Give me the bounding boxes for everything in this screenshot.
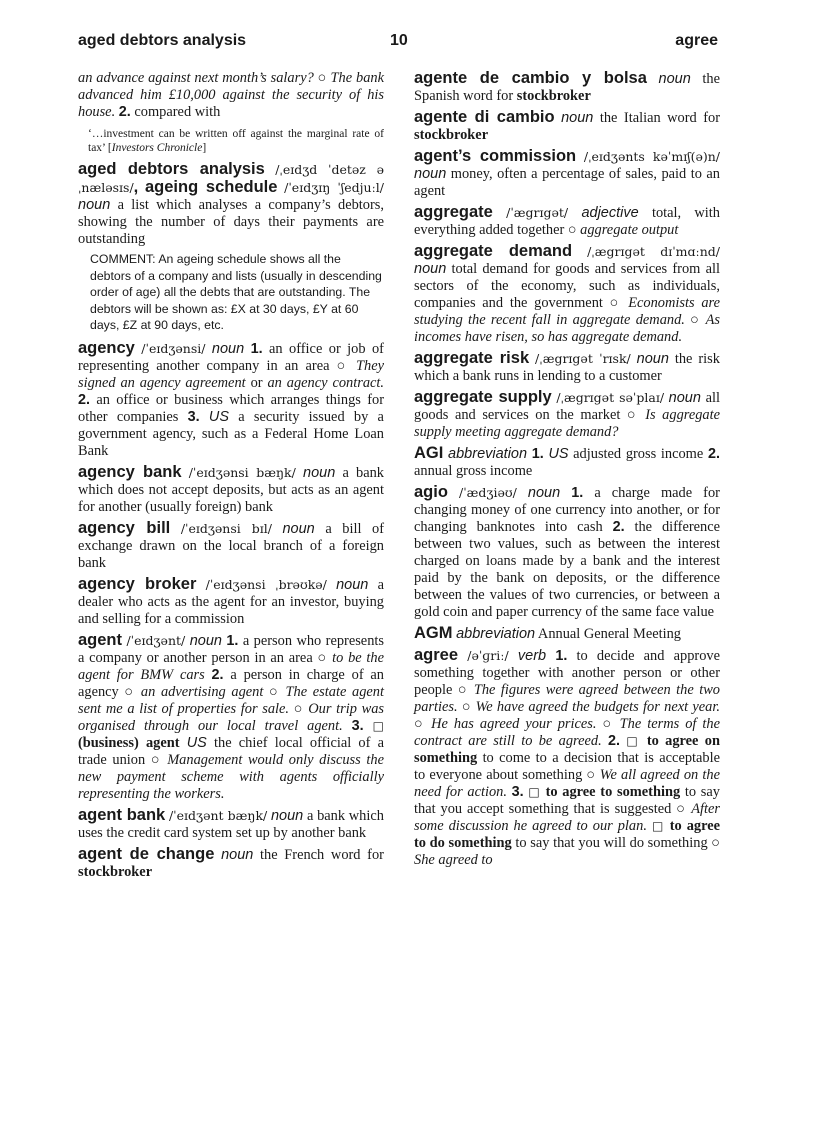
right-column	[414, 70, 720, 873]
headword: agency bill	[78, 518, 171, 537]
definition: a person who represents a company or another person in an area ○	[78, 632, 384, 666]
sense-number: 2.	[608, 733, 621, 749]
example: to be the agent for BMW cars	[78, 649, 384, 683]
sense-number: 2.	[118, 104, 131, 120]
pronunciation: /ˌeɪdʒd ˈdetəz əˌnæləsɪs/	[78, 162, 384, 195]
example: an advance against next month’s salary? ○ The bank advanced him £10,000 against the security of his house.	[78, 70, 384, 120]
page-number: 10	[390, 32, 408, 49]
example: Economists are studying the recent fall in aggregate demand. ○ As incomes have risen, so has aggregate demand.	[414, 295, 720, 345]
conjunction: or	[250, 374, 263, 391]
running-header	[78, 32, 718, 56]
entry-agent-de-change	[78, 846, 384, 881]
sense-number: 2.	[707, 446, 720, 462]
entry-agent	[78, 632, 384, 803]
headword-variant: ageing schedule	[145, 178, 278, 196]
phrase: (business) agent	[78, 734, 180, 751]
part-of-speech: verb	[517, 648, 547, 664]
sense-number: 2.	[211, 666, 224, 683]
part-of-speech: abbreviation	[448, 446, 528, 462]
cross-reference: stockbroker	[516, 88, 591, 104]
definition: the French word for	[260, 846, 384, 863]
pronunciation: /ˈeɪdʒənsi/	[141, 340, 206, 356]
definition: the chief local official of a trade union ○	[78, 734, 384, 768]
pronunciation: /ˈeɪdʒənt bæŋk/	[168, 807, 268, 823]
part-of-speech: noun	[303, 464, 336, 481]
phrase: to agree to something	[545, 784, 681, 800]
sense-number: 1.	[531, 446, 544, 462]
entry-aggregate-supply	[414, 389, 720, 441]
comment-box: COMMENT: An ageing schedule shows all the debtors of a company and lists (usually in descending order of age) all the debts that are outstanding. The debtors will be shown as: £X at 30 days, £Y at 60 days, £Z at 90 days, etc.	[90, 252, 382, 332]
region-label: US	[208, 408, 229, 425]
part-of-speech: noun	[78, 197, 111, 213]
part-of-speech: noun	[561, 110, 594, 126]
definition: a person in charge of an agency ○	[78, 666, 384, 700]
part-of-speech: noun	[270, 807, 304, 824]
cross-reference: stockbroker	[414, 127, 489, 143]
part-of-speech: noun	[282, 520, 315, 537]
definition: annual gross income	[414, 463, 533, 479]
separator: ,	[133, 178, 139, 196]
region-label: US	[186, 734, 207, 751]
headword: aggregate	[414, 203, 493, 221]
headword: AGI	[414, 444, 444, 462]
headword: agent’s commission	[414, 147, 577, 165]
pronunciation: /ˌægrɪgət dɪˈmɑːnd/	[587, 244, 720, 259]
headword: agency bank	[78, 462, 182, 481]
definition: total, with everything added together ○	[414, 205, 720, 238]
entry-agent-bank	[78, 807, 384, 842]
definition: to decide and approve something together with another person or other people ○	[414, 648, 720, 698]
pronunciation: /ˌeɪdʒənts kəˈmɪʃ(ə)n/	[583, 149, 720, 164]
entry-agency	[78, 340, 384, 460]
example: They signed an agency agreement	[78, 357, 384, 391]
definition: a bill of exchange drawn on the local branch of a foreign bank	[78, 520, 384, 571]
headword: AGM	[414, 624, 453, 642]
part-of-speech: abbreviation	[456, 626, 536, 642]
entry-agente-di-cambio	[414, 109, 720, 144]
part-of-speech: noun	[189, 632, 222, 649]
sense-number: 2.	[78, 391, 91, 408]
headword: agente di cambio	[414, 108, 555, 126]
entry-agio	[414, 484, 720, 621]
definition: a bank which does not accept deposits, but acts as an agent for another (usually foreign) bank	[78, 464, 384, 515]
definition: all goods and services on the market ○	[414, 390, 720, 423]
entry-agents-commission	[414, 148, 720, 200]
headword: aggregate supply	[414, 388, 552, 406]
example: She agreed to	[414, 852, 493, 868]
sense-number: 1.	[571, 485, 584, 501]
phrase-marker-icon: □	[626, 734, 641, 748]
headword: agent	[78, 630, 123, 649]
phrase: to agree on something	[414, 733, 720, 766]
pronunciation: /ˈeɪdʒɪŋ ˈʃedjuːl/	[284, 180, 384, 195]
sense-number: 3.	[351, 717, 364, 734]
headword: agree	[414, 646, 459, 664]
headword: agent bank	[78, 805, 166, 824]
example: The figures were agreed between the two parties. ○ We have agreed the budgets for next year. ○ He has agreed your prices. ○ The terms of the contract are still to be agreed.	[414, 682, 720, 749]
example: an advertising agent ○ The estate agent sent me a list of properties for sale. ○ Our trip was organised through our local travel agent.	[78, 683, 384, 734]
definition: an office or business which arranges things for other companies	[78, 391, 384, 425]
definition: total demand for goods and services from all sectors of the economy, such as individuals, companies and the government ○	[414, 261, 720, 311]
phrase-marker-icon: □	[528, 785, 541, 799]
continued-entry	[78, 70, 384, 155]
headword: aggregate demand	[414, 242, 573, 260]
entry-aged-debtors-analysis	[78, 161, 384, 334]
part-of-speech: noun	[414, 166, 447, 182]
citation-quote	[88, 127, 384, 155]
entry-agi	[414, 445, 720, 480]
definition: compared with	[134, 104, 221, 120]
example: We all agreed on the need for action.	[414, 767, 720, 800]
headword: agent de change	[78, 844, 215, 863]
part-of-speech: noun	[668, 390, 701, 406]
definition: a bank which uses the credit card system set up by another bank	[78, 807, 384, 841]
part-of-speech: noun	[527, 485, 561, 501]
pronunciation: /ˌægrɪgət ˈrɪsk/	[535, 351, 631, 366]
entry-agency-broker	[78, 576, 384, 628]
definition: the difference between two values, such as between the interest charged on loans made by a bank and the interest paid by the bank on deposits, or the difference between the values of two currencies, or between a gold coin and paper currency of the same face value	[414, 519, 720, 620]
phrase: to agree to do something	[414, 818, 720, 851]
quote-end: ]	[202, 142, 207, 154]
definition: a charge made for changing money of one currency into another, or for changing banknotes into cash	[414, 485, 720, 535]
definition: Annual General Meeting	[537, 626, 681, 642]
entry-agency-bank	[78, 464, 384, 516]
phrase-marker-icon: □	[651, 819, 665, 833]
headword: agente de cambio y bolsa	[414, 69, 647, 87]
region-label: US	[548, 446, 569, 462]
pronunciation: /ˈeɪdʒənsi ˌbrəʊkə/	[205, 576, 327, 592]
part-of-speech: noun	[658, 71, 691, 87]
headword: agency	[78, 338, 135, 357]
definition: the Spanish word for	[414, 71, 720, 104]
definition: to say that you will do something ○	[515, 835, 720, 851]
sense-number: 3.	[511, 784, 524, 800]
pronunciation: /ˈægrɪgət/	[506, 205, 569, 220]
pronunciation: /ˈeɪdʒənsi bɪl/	[180, 520, 272, 536]
example: aggregate output	[580, 222, 679, 238]
definition: to say that you accept something that is suggested ○	[414, 784, 720, 817]
entry-aggregate	[414, 204, 720, 239]
sense-number: 2.	[612, 519, 625, 535]
sense-number: 1.	[555, 648, 568, 664]
headword: agency broker	[78, 574, 197, 593]
entry-agm	[414, 625, 720, 643]
entry-aggregate-risk	[414, 350, 720, 385]
part-of-speech: noun	[336, 576, 369, 593]
part-of-speech: noun	[221, 846, 254, 863]
entry-agency-bill	[78, 520, 384, 572]
entry-agree	[414, 647, 720, 869]
example: Management would only discuss the new payment scheme with agents officially representing the workers.	[78, 751, 384, 802]
cross-reference: stockbroker	[78, 863, 153, 880]
definition: an office or job of representing another company in an area ○	[78, 340, 384, 374]
definition: the Italian word for	[599, 110, 720, 126]
sense-number: 1.	[226, 632, 239, 649]
definition: a dealer who acts as the agent for an investor, buying and selling for a commission	[78, 576, 384, 627]
header-first-entry: aged debtors analysis	[78, 32, 247, 49]
pronunciation: /əˈɡriː/	[467, 648, 509, 663]
part-of-speech: noun	[636, 351, 669, 367]
definition: to come to a decision that is acceptable to everyone about something ○	[414, 750, 720, 783]
header-last-entry: agree	[675, 32, 718, 49]
definition: the risk which a bank runs in lending to a customer	[414, 351, 720, 384]
quote-source: Investors Chronicle	[111, 142, 203, 154]
example: an agency contract.	[267, 374, 384, 391]
headword: agio	[414, 483, 448, 501]
pronunciation: /ˌægrɪgət səˈplaɪ/	[556, 390, 665, 405]
sense-number: 3.	[187, 408, 200, 425]
headword: aggregate risk	[414, 349, 530, 367]
example: Is aggregate supply meeting aggregate demand?	[414, 407, 720, 440]
headword: aged debtors analysis	[78, 160, 265, 178]
pronunciation: /ˈædʒiəʊ/	[459, 485, 517, 500]
entry-aggregate-demand	[414, 243, 720, 346]
phrase-marker-icon: □	[372, 718, 384, 733]
quote-text: ‘…investment can be written off against the marginal rate of tax’ [	[88, 128, 384, 154]
pronunciation: /ˈeɪdʒənsi bæŋk/	[188, 464, 296, 480]
part-of-speech: adjective	[581, 205, 639, 221]
definition: adjusted gross income	[573, 446, 704, 462]
pronunciation: /ˈeɪdʒənt/	[126, 632, 186, 648]
part-of-speech: noun	[414, 261, 447, 277]
entry-agente-de-cambio-y-bolsa	[414, 70, 720, 105]
part-of-speech: noun	[211, 340, 245, 357]
definition: money, often a percentage of sales, paid to an agent	[414, 166, 720, 199]
definition: a list which analyses a company’s debtors, showing the number of days their payments are outstanding	[78, 197, 384, 247]
example: After some discussion he agreed to our plan.	[414, 801, 720, 834]
definition: a security issued by a government agency, such as a Federal Home Loan Bank	[78, 408, 384, 459]
sense-number: 1.	[250, 340, 263, 357]
left-column	[78, 70, 384, 885]
